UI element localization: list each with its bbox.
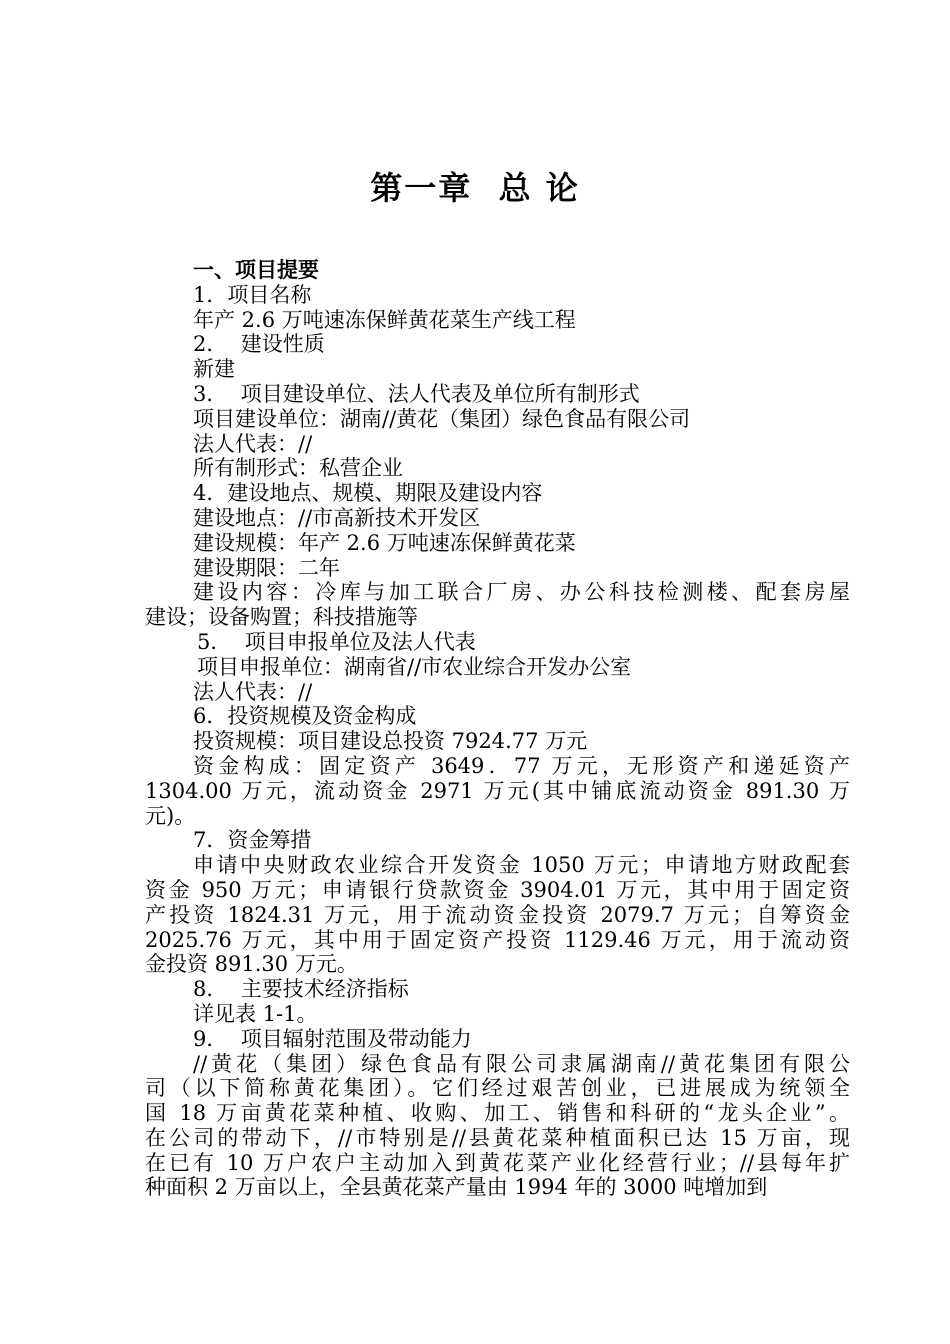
paragraph-line: 在公司的带动下，//市特别是//县黄花菜种植面积已达 15 万亩，现 (145, 1125, 850, 1150)
paragraph-line: //黄花（集团）绿色食品有限公司隶属湖南//黄花集团有限公 (193, 1051, 850, 1076)
text-line: 投资规模：项目建设总投资 7924.77 万元 (193, 729, 588, 754)
paragraph-funding (145, 853, 850, 977)
paragraph-line: 建设内容：冷库与加工联合厂房、办公科技检测楼、配套房屋 (193, 580, 850, 605)
text-line: 所有制形式：私营企业 (193, 456, 403, 481)
text-line: 项目申报单位：湖南省//市农业综合开发办公室 (197, 654, 632, 679)
section-lines-2 (145, 630, 850, 754)
text-line: 9． 项目辐射范围及带动能力 (193, 1026, 472, 1051)
paragraph-line: 申请中央财政农业综合开发资金 1050 万元；申请地方财政配套 (193, 853, 850, 878)
text-line: 建设地点：//市高新技术开发区 (193, 505, 481, 530)
paragraph-line: 金投资 891.30 万元。 (145, 952, 358, 977)
text-line: 6．投资规模及资金构成 (193, 704, 417, 729)
paragraph-line: 国 18 万亩黄花菜种植、收购、加工、销售和科研的“龙头企业”。 (145, 1101, 850, 1126)
paragraph-radiation (145, 1052, 850, 1201)
paragraph-capital-structure (145, 754, 850, 828)
section-lines-4 (145, 977, 850, 1051)
paragraph-line: 资金 950 万元；申请银行贷款资金 3904.01 万元，其中用于固定资 (145, 877, 850, 902)
text-line: 3． 项目建设单位、法人代表及单位所有制形式 (193, 381, 640, 406)
section-lines-1 (145, 258, 850, 580)
chapter-title: 第一章 总 论 (370, 169, 580, 207)
text-line: 4．建设地点、规模、期限及建设内容 (193, 481, 543, 506)
paragraph-line: 建设；设备购置；科技措施等 (145, 605, 418, 630)
section-heading: 一、项目提要 (193, 258, 319, 282)
paragraph-line: 资金构成：固定资产 3649．77 万元，无形资产和递延资产 (193, 753, 850, 778)
document-body (145, 258, 850, 1200)
text-line: 7．资金筹措 (193, 828, 312, 853)
text-line: 建设规模：年产 2.6 万吨速冻保鲜黄花菜 (193, 530, 576, 555)
text-line: 8． 主要技术经济指标 (193, 977, 409, 1002)
paragraph-line: 元)。 (145, 803, 196, 828)
paragraph-line: 产投资 1824.31 万元，用于流动资金投资 2079.7 万元；自筹资金 (145, 902, 850, 927)
paragraph-line: 种面积 2 万亩以上，全县黄花菜产量由 1994 年的 3000 吨增加到 (145, 1175, 768, 1200)
section-lines-3 (145, 828, 850, 853)
text-line: 建设期限：二年 (193, 555, 340, 580)
text-line: 详见表 1-1。 (193, 1001, 318, 1026)
text-line: 法人代表：// (193, 431, 313, 456)
text-line: 年产 2.6 万吨速冻保鲜黄花菜生产线工程 (193, 307, 576, 332)
paragraph-line: 1304.00 万元，流动资金 2971 万元(其中铺底流动资金 891.30 万 (145, 778, 850, 803)
text-line: 5． 项目申报单位及法人代表 (197, 629, 476, 654)
text-line: 2． 建设性质 (193, 332, 325, 357)
paragraph-construction-content (145, 580, 850, 630)
text-line: 新建 (193, 357, 235, 382)
text-line: 1．项目名称 (193, 282, 312, 307)
paragraph-line: 司（以下简称黄花集团）。它们经过艰苦创业，已进展成为统领全 (145, 1076, 850, 1101)
paragraph-line: 2025.76 万元，其中用于固定资产投资 1129.46 万元，用于流动资 (145, 927, 850, 952)
text-line: 项目建设单位：湖南//黄花（集团）绿色食品有限公司 (193, 406, 691, 431)
text-line: 法人代表：// (193, 679, 313, 704)
paragraph-line: 在已有 10 万户农户主动加入到黄花菜产业化经营行业；//县每年扩 (145, 1150, 850, 1175)
